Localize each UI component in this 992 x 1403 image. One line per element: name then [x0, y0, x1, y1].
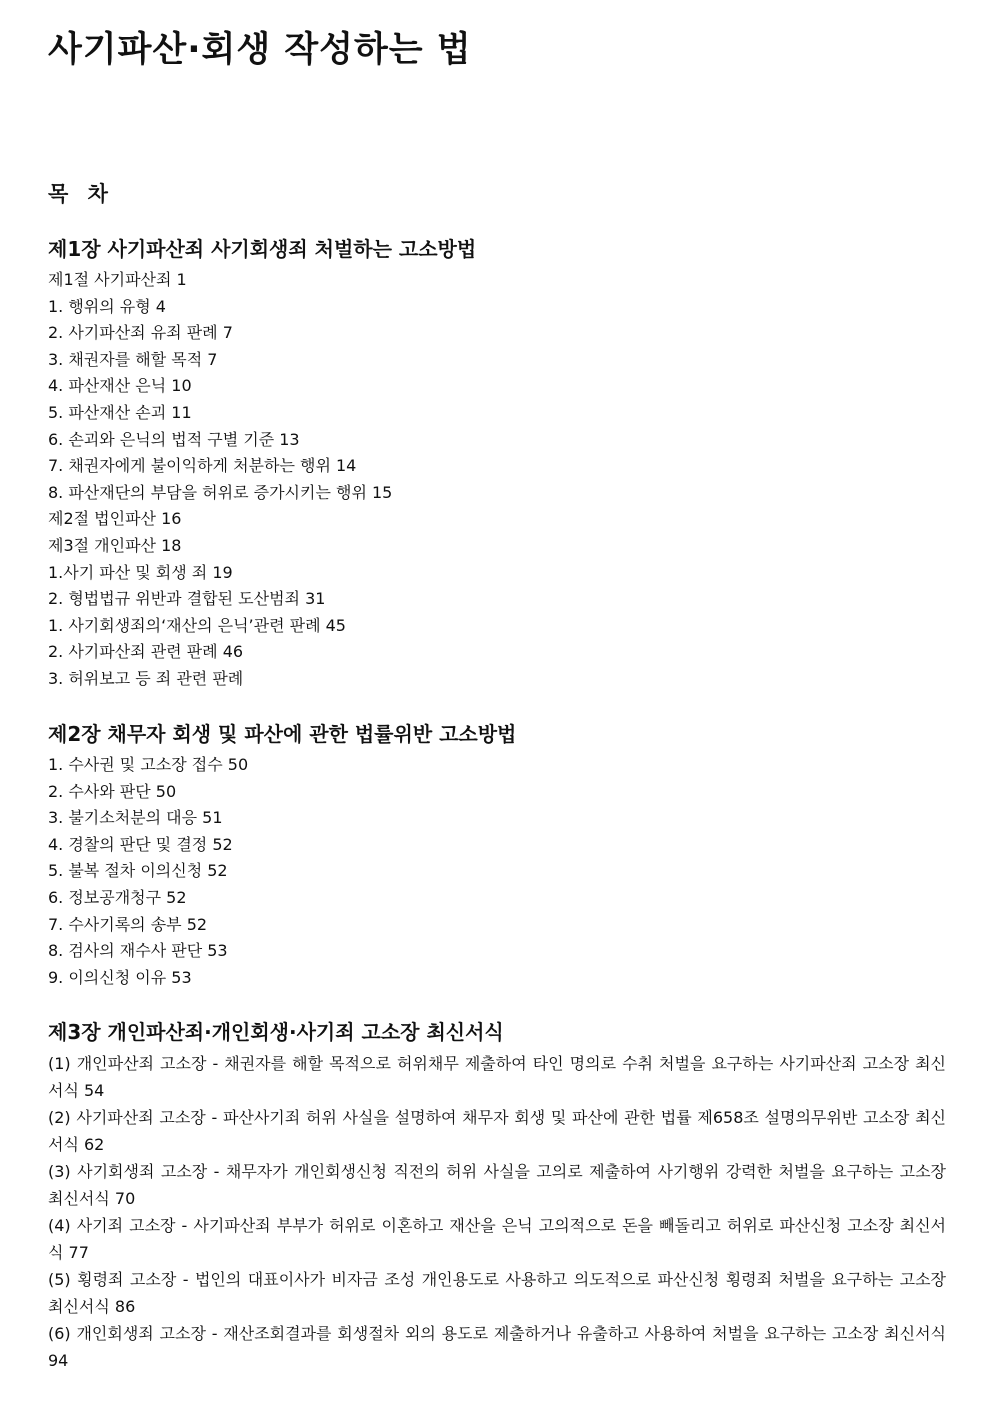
toc-item: 7. 수사기록의 송부 52	[48, 914, 208, 934]
toc-item: 6. 손괴와 은닉의 법적 구별 기준 13	[48, 429, 300, 449]
toc-item: 7. 채권자에게 불이익하게 처분하는 행위 14	[48, 456, 357, 476]
toc-item: 제3절 개인파산 18	[48, 535, 182, 555]
form-item: (5) 횡령죄 고소장 - 법인의 대표이사가 비자금 조성 개인용도로 사용하고 의도적으로 파산신청 횡령죄 처벌을 요구하는 고소장 최신서식 86	[48, 1270, 946, 1316]
toc-item: 1. 수사권 및 고소장 접수 50	[48, 755, 249, 774]
form-item: (4) 사기죄 고소장 - 사기파산죄 부부가 허위로 이혼하고 재산을 은닉 고의적으로 돈을 빼돌리고 허위로 파산신청 고소장 최신서식 77	[48, 1216, 946, 1262]
toc-item: 6. 정보공개청구 52	[48, 887, 187, 907]
toc-item: 3. 불기소처분의 대응 51	[48, 808, 223, 828]
chapter-title: 제2장 채무자 회생 및 파산에 관한 법률위반 고소방법	[48, 722, 517, 746]
chapter-title: 제3장 개인파산죄·개인회생·사기죄 고소장 최신서식	[48, 1020, 504, 1044]
toc-item: 9. 이의신청 이유 53	[48, 967, 192, 987]
toc-item: 1.사기 파산 및 회생 죄 19	[48, 562, 233, 582]
document-title: 사기파산·회생 작성하는 법	[48, 30, 472, 70]
form-item: (6) 개인회생죄 고소장 - 재산조회결과를 회생절차 외의 용도로 제출하거나 유출하고 사용하여 처벌을 요구하는 고소장 최신서식 94	[48, 1324, 946, 1370]
toc-item: 2. 사기파산죄 관련 판례 46	[48, 642, 244, 662]
chapter-3-list	[48, 1050, 946, 1374]
chapter-title: 제1장 사기파산죄 사기회생죄 처벌하는 고소방법	[48, 237, 477, 261]
chapter-1	[48, 234, 946, 693]
toc-item: 5. 불복 절차 이의신청 52	[48, 861, 228, 881]
toc-item: 2. 형법법규 위반과 결합된 도산범죄 31	[48, 589, 326, 609]
toc-item: 3. 채권자를 해할 목적 7	[48, 349, 218, 369]
toc-item: 2. 수사와 판단 50	[48, 781, 177, 801]
toc-item: 1. 사기회생죄의‘재산의 은닉’관련 판례 45	[48, 615, 346, 635]
toc-item: 4. 파산재산 은닉 10	[48, 376, 192, 396]
form-item: (2) 사기파산죄 고소장 - 파산사기죄 허위 사실을 설명하여 채무자 회생 및 파산에 관한 법률 제658조 설명의무위반 고소장 최신서식 62	[48, 1108, 946, 1154]
chapter-1-list	[48, 267, 946, 693]
chapter-3	[48, 1017, 946, 1374]
toc-item: 2. 사기파산죄 유죄 판례 7	[48, 323, 233, 343]
toc-item: 제1절 사기파산죄 1	[48, 270, 187, 289]
toc-heading: 목 차	[48, 182, 114, 206]
toc-item: 제2절 법인파산 16	[48, 509, 182, 529]
toc-item: 1. 행위의 유형 4	[48, 296, 166, 316]
toc-item: 3. 허위보고 등 죄 관련 판례	[48, 668, 244, 688]
form-item: (3) 사기회생죄 고소장 - 채무자가 개인회생신청 직전의 허위 사실을 고의로 제출하여 사기행위 강력한 처벌을 요구하는 고소장 최신서식 70	[48, 1162, 946, 1208]
toc-item: 5. 파산재산 손괴 11	[48, 402, 192, 422]
toc-item: 4. 경찰의 판단 및 결정 52	[48, 834, 233, 854]
form-item: (1) 개인파산죄 고소장 - 채권자를 해할 목적으로 허위채무 제출하여 타인 명의로 수취 처벌을 요구하는 사기파산죄 고소장 최신서식 54	[48, 1054, 946, 1100]
chapter-2	[48, 719, 946, 991]
chapter-2-list	[48, 752, 946, 991]
toc-item: 8. 파산재단의 부담을 허위로 증가시키는 행위 15	[48, 482, 393, 502]
toc-item: 8. 검사의 재수사 판단 53	[48, 941, 228, 961]
